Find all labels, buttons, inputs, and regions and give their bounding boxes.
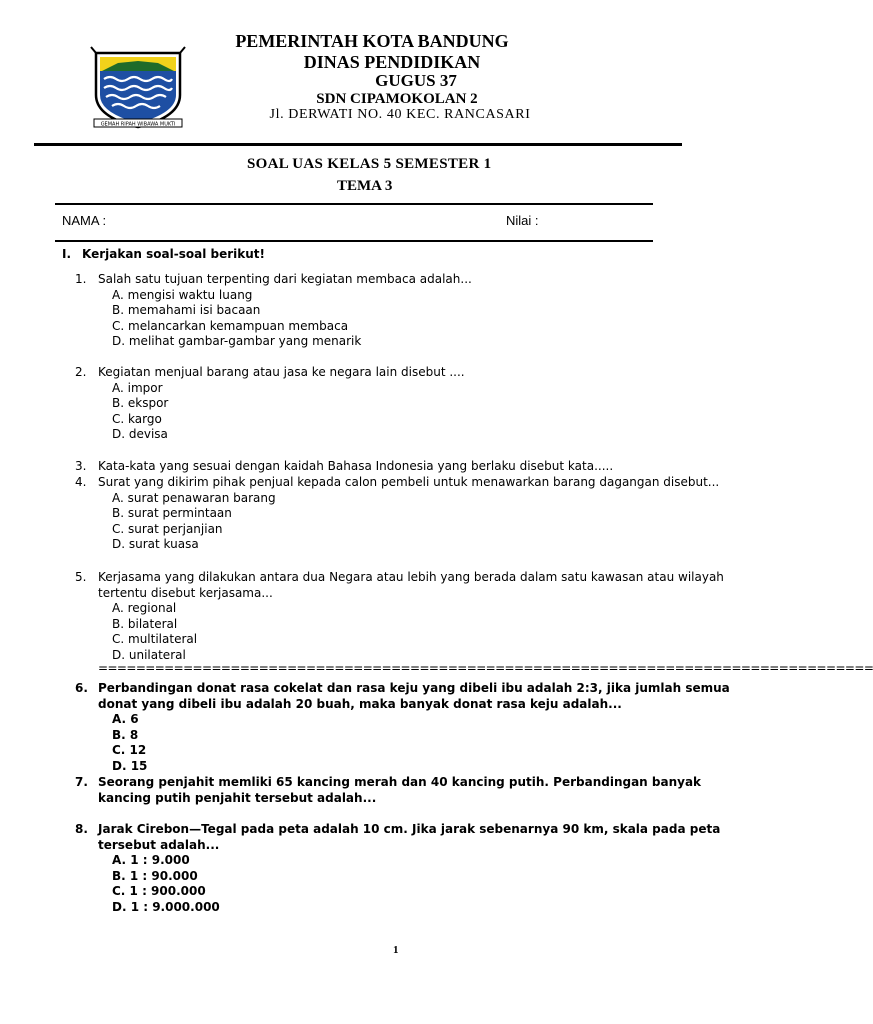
- answer-option: A. surat penawaran barang: [112, 490, 276, 505]
- question-number: 6.: [75, 681, 88, 695]
- logo-motto: GEMAH RIPAH WIBAWA MUKTI: [100, 121, 176, 128]
- answer-option: B. surat permintaan: [112, 506, 232, 521]
- answer-option: B. 1 : 90.000: [112, 868, 198, 883]
- answer-options: [112, 288, 735, 350]
- question-text: Salah satu tujuan terpenting dari kegiatan membaca adalah...: [98, 272, 472, 286]
- answer-option: D. unilateral: [112, 647, 186, 662]
- question-number: 1.: [75, 272, 87, 286]
- answer-options: [112, 381, 735, 443]
- question-item: [75, 272, 735, 350]
- answer-option: C. 1 : 900.000: [112, 884, 206, 899]
- question-item: [75, 681, 735, 774]
- answer-option: D. 1 : 9.000.000: [112, 899, 220, 914]
- header-government: PEMERINTAH KOTA BANDUNG: [235, 31, 509, 51]
- answer-option: D. devisa: [112, 427, 168, 442]
- question-text: Perbandingan donat rasa cokelat dan rasa keju yang dibeli ibu adalah 2:3, jika jumlah semua donat yang dibeli ibu adalah 20 buah, maka banyak donat rasa keju adalah...: [98, 681, 730, 711]
- answer-option: B. bilateral: [112, 616, 178, 631]
- answer-option: C. multilateral: [112, 632, 198, 647]
- header-school: SDN CIPAMOKOLAN 2: [316, 91, 478, 107]
- question-number: 5.: [75, 570, 87, 584]
- question-text: Surat yang dikirim pihak penjual kepada calon pembeli untuk menawarkan barang dagangan disebut...: [98, 475, 720, 489]
- question-number: 7.: [75, 775, 88, 789]
- exam-theme: TEMA 3: [337, 178, 393, 194]
- question-text: Kegiatan menjual barang atau jasa ke negara lain disebut ....: [98, 365, 465, 379]
- answer-option: A. impor: [112, 380, 163, 395]
- question-item: [75, 570, 735, 663]
- header-department: DINAS PENDIDIKAN: [303, 52, 481, 72]
- answer-option: A. 6: [112, 712, 139, 726]
- answer-option: C. 12: [112, 743, 147, 758]
- answer-option: B. memahami isi bacaan: [112, 303, 261, 318]
- question-number: 2.: [75, 365, 87, 379]
- answer-options: [112, 601, 735, 663]
- answer-option: A. 1 : 9.000: [112, 853, 190, 867]
- question-number: 8.: [75, 822, 88, 836]
- question-text: Jarak Cirebon—Tegal pada peta adalah 10 cm. Jika jarak sebenarnya 90 km, skala pada peta tersebut adalah...: [98, 822, 721, 852]
- page-number: 1: [393, 944, 399, 956]
- header-address: Jl. DERWATI NO. 40 KEC. RANCASARI: [269, 107, 531, 122]
- name-box-top-line: [55, 203, 653, 205]
- question-text: Seorang penjahit memliki 65 kancing merah dan 40 kancing putih. Perbandingan banyak kancing putih penjahit tersebut adalah...: [98, 775, 702, 805]
- question-text: Kata-kata yang sesuai dengan kaidah Bahasa Indonesia yang berlaku disebut kata.....: [98, 459, 614, 473]
- answer-options: [112, 491, 735, 553]
- question-item: [75, 822, 735, 915]
- answer-option: D. melihat gambar-gambar yang menarik: [112, 334, 362, 349]
- name-label: NAMA :: [62, 213, 107, 228]
- exam-title: SOAL UAS KELAS 5 SEMESTER 1: [247, 156, 492, 172]
- score-label: Nilai :: [506, 213, 539, 228]
- header-divider: [34, 143, 682, 146]
- question-number: 3.: [75, 459, 87, 473]
- question-text: Kerjasama yang dilakukan antara dua Negara atau lebih yang berada dalam satu kawasan atau wilayah tertentu disebut kerjasama...: [98, 570, 724, 600]
- question-item: [75, 459, 735, 475]
- answer-option: B. ekspor: [112, 396, 169, 411]
- section-number: I.: [62, 247, 72, 261]
- question-item: [75, 365, 735, 443]
- question-number: 4.: [75, 475, 87, 489]
- answer-option: C. surat perjanjian: [112, 521, 223, 536]
- answer-option: A. regional: [112, 601, 177, 615]
- answer-option: D. surat kuasa: [112, 537, 199, 552]
- question-item: [75, 475, 735, 553]
- separator-line: ==================================================================================: [98, 661, 873, 675]
- answer-options: [112, 712, 735, 774]
- section-heading: [62, 247, 265, 261]
- section-instruction: Kerjakan soal-soal berikut!: [82, 247, 265, 261]
- answer-option: C. kargo: [112, 411, 162, 426]
- answer-options: [112, 853, 735, 915]
- header-cluster: GUGUS 37: [375, 71, 457, 90]
- answer-option: A. mengisi waktu luang: [112, 287, 253, 302]
- question-item: [75, 775, 735, 806]
- answer-option: B. 8: [112, 727, 139, 742]
- answer-option: D. 15: [112, 758, 148, 773]
- name-box-bottom-line: [55, 240, 653, 242]
- answer-option: C. melancarkan kemampuan membaca: [112, 318, 349, 333]
